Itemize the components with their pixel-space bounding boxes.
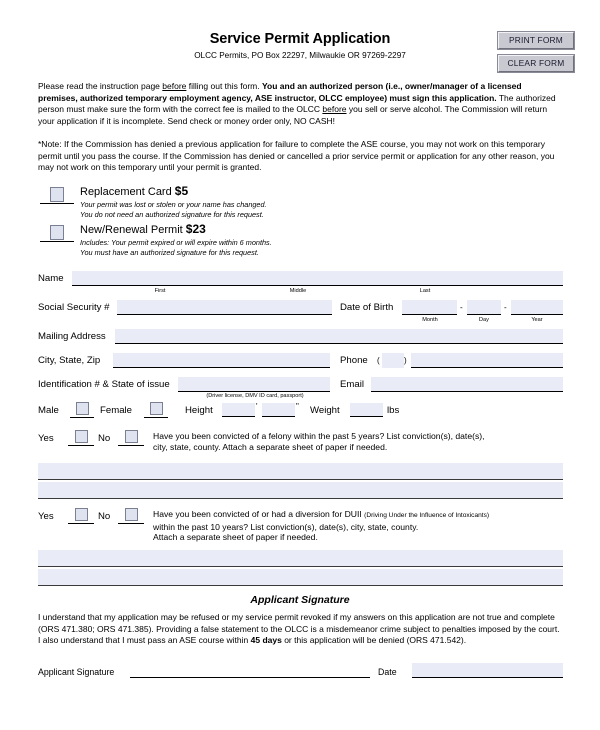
city-state-zip-label: City, State, Zip <box>38 355 101 366</box>
weight-unit-label: lbs <box>387 405 400 416</box>
replacement-card-body <box>80 184 267 219</box>
duii-question-line-3: Attach a separate sheet of paper if needed. <box>153 532 318 543</box>
new-renewal-note-2: You must have an authorized signature for this request. <box>80 248 259 258</box>
weight-label: Weight <box>310 405 340 416</box>
agency-address: OLCC Permits, PO Box 22297, Milwaukie OR 97269-2297 <box>194 51 406 60</box>
male-checkbox-wrap <box>70 401 94 418</box>
replacement-card-checkbox[interactable] <box>50 187 64 202</box>
ssn-input[interactable] <box>117 300 332 315</box>
intro-seg-7: you sell or serve alcohol. The Commission will return your application if it is incomplete. Send check or money order only, NO CASH! <box>38 104 548 126</box>
height-label: Height <box>185 405 213 416</box>
duii-question-expansion: (Driving Under the Influence of Intoxicants) <box>364 512 490 519</box>
height-feet-input[interactable] <box>222 403 255 417</box>
page-title: Service Permit Application <box>209 31 391 47</box>
felony-answer-line-1[interactable] <box>38 463 563 480</box>
signature-agreement-paragraph <box>38 612 563 647</box>
mailing-address-input[interactable] <box>115 329 563 344</box>
female-checkbox[interactable] <box>150 402 163 415</box>
replacement-card-title <box>80 184 267 199</box>
female-checkbox-wrap <box>144 401 168 418</box>
felony-no-label: No <box>98 433 111 444</box>
new-renewal-body <box>80 222 272 257</box>
signature-date-label: Date <box>378 667 397 677</box>
new-renewal-amount: $23 <box>185 222 206 236</box>
name-last-sublabel: Last <box>419 288 431 294</box>
dob-year-input[interactable] <box>511 300 563 315</box>
new-renewal-label: New/Renewal Permit <box>80 224 183 236</box>
phone-paren-close: ) <box>404 356 407 365</box>
felony-question-text <box>153 431 553 452</box>
name-middle-sublabel: Middle <box>289 288 307 294</box>
signature-agreement-days: 45 days <box>250 635 282 646</box>
email-label: Email <box>340 379 364 390</box>
applicant-signature-label: Applicant Signature <box>38 667 115 677</box>
dob-dash-1: - <box>460 303 463 312</box>
print-form-button[interactable]: PRINT FORM <box>498 32 574 49</box>
identification-label: Identification # & State of issue <box>38 379 170 390</box>
intro-before-2: before <box>322 104 347 115</box>
new-renewal-checkbox[interactable] <box>50 225 64 240</box>
clear-form-button[interactable]: CLEAR FORM <box>498 55 574 72</box>
duii-question-main: Have you been convicted of or had a diversion for DUII <box>153 509 365 519</box>
felony-yes-checkbox-wrap <box>68 429 94 446</box>
new-renewal-title <box>80 222 272 237</box>
signature-agreement-seg-1: I understand that my application may be refused or my service permit revoked if my answers on this application are not true and complete (ORS 471.380; ORS 471.385). Providing a false statement to the OLCC is a misdemeanor crime subject to penalties imposed by the court. I also understand that I must pass an ASE course within <box>38 612 560 646</box>
female-label: Female <box>100 405 132 416</box>
phone-area-code-input[interactable] <box>382 353 404 368</box>
felony-question-line-1: Have you been convicted of a felony within the past 5 years? List conviction(s), date(s), <box>153 431 485 441</box>
replacement-card-note-1: Your permit was lost or stolen or your name has changed. <box>80 200 267 209</box>
duii-answer-line-2[interactable] <box>38 569 563 586</box>
replacement-card-note-2: You do not need an authorized signature for this request. <box>80 210 264 220</box>
duii-question-line-2: within the past 10 years? List conviction(s), date(s), city, state, county. <box>153 521 419 532</box>
duii-no-checkbox[interactable] <box>125 508 138 521</box>
duii-no-label: No <box>98 511 111 522</box>
dob-month-input[interactable] <box>402 300 457 315</box>
felony-no-checkbox-wrap <box>118 429 144 446</box>
identification-sublabel: (Driver license, DMV ID card, passport) <box>206 393 304 399</box>
dob-month-sublabel: Month <box>422 317 438 323</box>
replacement-card-label: Replacement Card <box>80 186 172 198</box>
felony-no-checkbox[interactable] <box>125 430 138 443</box>
height-inches-mark: " <box>296 402 299 411</box>
instructions-paragraph <box>38 81 563 127</box>
felony-question-line-2: city, state, county. Attach a separate sheet of paper if needed. <box>153 441 388 452</box>
height-inches-input[interactable] <box>262 403 295 417</box>
intro-bold: You and an authorized person (i.e., owner/manager of a licensed premises, authorized temporary employment agency, ASE instructor, OLCC employee) must sign this application. <box>38 81 522 103</box>
name-input[interactable] <box>72 271 563 286</box>
dob-label: Date of Birth <box>340 302 394 313</box>
intro-seg-3: filling out this form. <box>186 81 262 91</box>
intro-seg-5: The authorized person must make sure the form with the correct fee is mailed to the OLCC <box>38 92 556 115</box>
replacement-card-amount: $5 <box>174 184 189 198</box>
replacement-card-checkbox-wrap <box>40 186 74 204</box>
duii-yes-label: Yes <box>38 511 54 522</box>
phone-label: Phone <box>340 355 368 366</box>
name-label: Name <box>38 273 64 284</box>
duii-question-text <box>153 509 565 543</box>
identification-input[interactable] <box>178 377 330 392</box>
height-feet-mark: ' <box>256 402 258 411</box>
felony-answer-line-2[interactable] <box>38 482 563 499</box>
signature-agreement-seg-3: or this application will be denied (ORS 471.542). <box>281 635 467 646</box>
dob-day-input[interactable] <box>467 300 501 315</box>
duii-no-checkbox-wrap <box>118 507 144 524</box>
intro-seg-1: Please read the instruction page <box>38 81 163 91</box>
form-action-buttons <box>498 32 574 72</box>
applicant-signature-input[interactable] <box>130 663 370 678</box>
dob-day-sublabel: Day <box>479 317 489 323</box>
mailing-address-label: Mailing Address <box>38 331 106 342</box>
new-renewal-note-1: Includes: Your permit expired or will expire within 6 months. <box>80 238 272 247</box>
city-state-zip-input[interactable] <box>113 353 330 368</box>
weight-input[interactable] <box>350 403 383 417</box>
email-input[interactable] <box>371 377 563 392</box>
felony-yes-checkbox[interactable] <box>75 430 88 443</box>
phone-number-input[interactable] <box>411 353 563 368</box>
dob-dash-2: - <box>504 303 507 312</box>
felony-yes-label: Yes <box>38 433 54 444</box>
ssn-label: Social Security # <box>38 302 110 313</box>
male-label: Male <box>38 405 59 416</box>
intro-before-1: before <box>162 81 187 91</box>
signature-section-heading: Applicant Signature <box>250 594 350 606</box>
note-paragraph: *Note: If the Commission has denied a previous application for failure to complete the ASE course, you may not work on this temporary permit until you pass the course. If the Commission has denied or cancelled a prior service permit or application for any other reason, you may not work on this temporary until your permit is granted. <box>38 139 555 173</box>
phone-paren-open: ( <box>377 356 380 365</box>
duii-question-line-1 <box>153 509 565 522</box>
signature-date-input[interactable] <box>412 663 563 678</box>
duii-yes-checkbox[interactable] <box>75 508 88 521</box>
name-first-sublabel: First <box>154 288 166 294</box>
dob-year-sublabel: Year <box>531 317 543 323</box>
male-checkbox[interactable] <box>76 402 89 415</box>
new-renewal-checkbox-wrap <box>40 224 74 242</box>
duii-answer-line-1[interactable] <box>38 550 563 567</box>
duii-yes-checkbox-wrap <box>68 507 94 524</box>
